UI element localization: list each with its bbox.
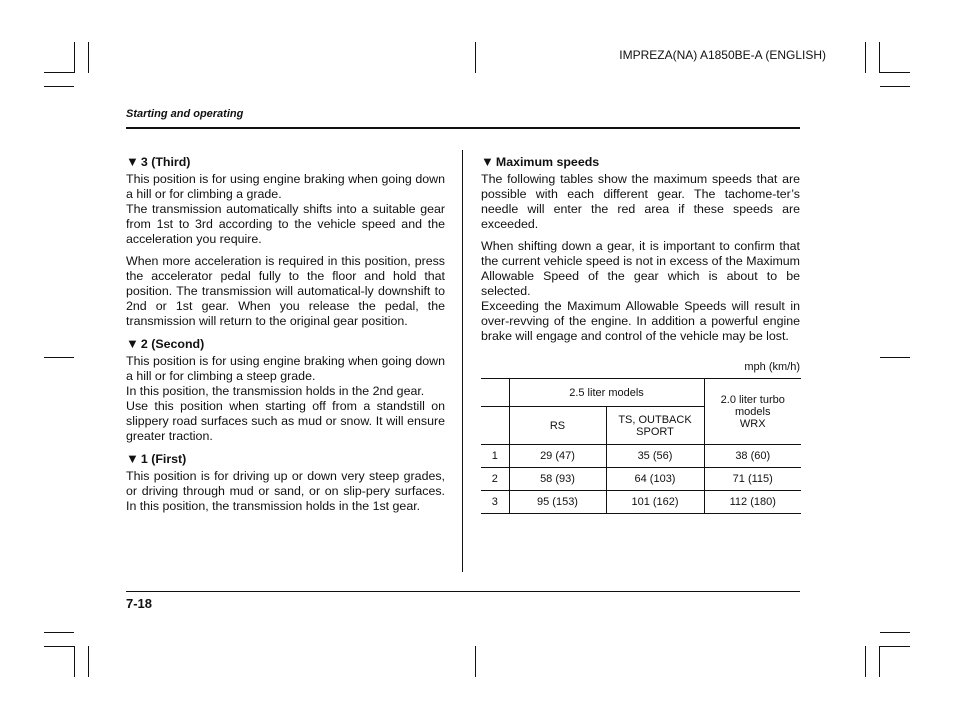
col-ts-header: TS, OUTBACK SPORT: [606, 407, 704, 445]
col-rs-header: RS: [509, 407, 606, 445]
down-triangle-icon: ▼: [126, 451, 139, 466]
paragraph: When more acceleration is required in this position, press the accelerator pedal fully to the floor and hold that position. The transmission will automatical-ly downshift to 2nd or 1st gear. When you release the pedal, the transmission will return to the original gear position.: [126, 254, 445, 328]
down-triangle-icon: ▼: [126, 336, 139, 351]
paragraph: In this position, the transmission holds in the 2nd gear.: [126, 384, 425, 398]
paragraph: The transmission automatically shifts into a suitable gear from 1st to 3rd according to the vehicle speed and the acceleration you require.: [126, 202, 445, 246]
col-20-header: 2.0 liter turbo models WRX: [704, 379, 801, 445]
footer-rule: [126, 591, 800, 592]
down-triangle-icon: ▼: [481, 154, 494, 169]
header-rule: [126, 127, 800, 129]
document-id: IMPREZA(NA) A1850BE-A (ENGLISH): [619, 48, 826, 62]
third-heading: ▼ 3 (Third): [126, 154, 191, 169]
paragraph: This position is for using engine braking when going down a hill or for climbing a steep grade.: [126, 354, 445, 383]
right-column: [481, 154, 800, 344]
group-25-header: 2.5 liter models: [509, 379, 704, 407]
max-speeds-heading: ▼ Maximum speeds: [481, 154, 600, 169]
paragraph: This position is for driving up or down very steep grades, or driving through mud or sand, or on slip-pery surfaces. In this position, the transmission holds in the 1st gear.: [126, 469, 445, 513]
first-heading: ▼ 1 (First): [126, 451, 187, 466]
table-row: 3 95 (153) 101 (162) 112 (180): [481, 491, 801, 514]
paragraph: This position is for using engine braking when going down a hill or for climbing a grade.: [126, 172, 445, 201]
down-triangle-icon: ▼: [126, 154, 139, 169]
unit-label: mph (km/h): [744, 361, 800, 373]
table-row: 2 58 (93) 64 (103) 71 (115): [481, 468, 801, 491]
left-column: [126, 154, 445, 514]
table-row: 1 29 (47) 35 (56) 38 (60): [481, 445, 801, 468]
column-divider: [462, 150, 463, 572]
max-speeds-table: [481, 378, 801, 514]
paragraph: The following tables show the maximum speeds that are possible with each different gear. The tachome-ter’s needle will enter the red area if these speeds are exceeded.: [481, 172, 800, 231]
section-title: Starting and operating: [126, 108, 244, 120]
paragraph: Use this position when starting off from a standstill on slippery road surfaces such as mud or snow. It will ensure greater traction.: [126, 399, 445, 443]
paragraph: When shifting down a gear, it is important to confirm that the current vehicle speed is not in excess of the Maximum Allowable Speed of the gear which is about to be selected.: [481, 239, 800, 298]
paragraph: Exceeding the Maximum Allowable Speeds will result in over-revving of the engine. In addition a powerful engine brake will engage and control of the vehicle may be lost.: [481, 299, 800, 343]
second-heading: ▼ 2 (Second): [126, 336, 205, 351]
page-number: 7-18: [126, 596, 153, 611]
